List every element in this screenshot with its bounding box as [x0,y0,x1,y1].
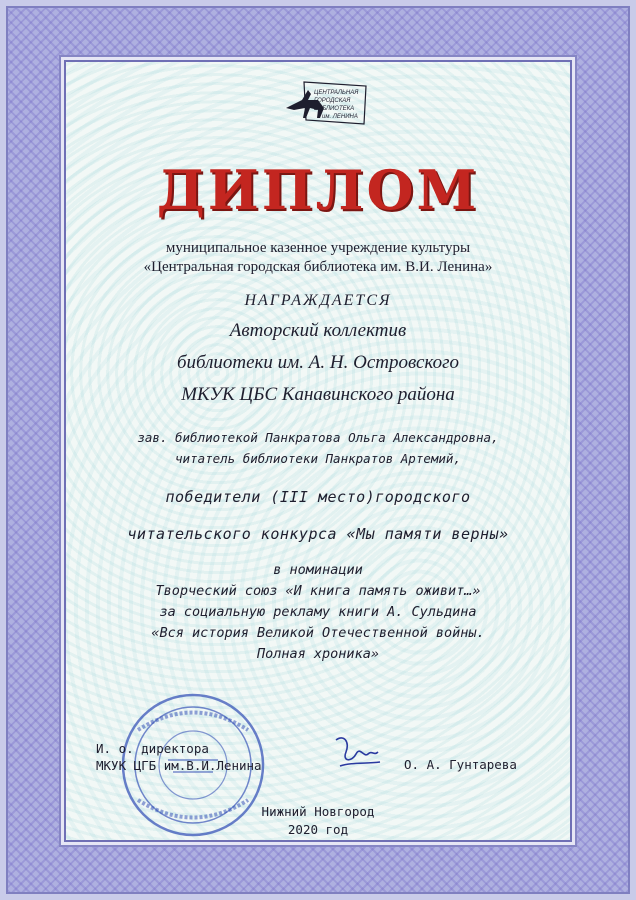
organization-line-1: муниципальное казенное учреждение культуры [165,240,471,256]
signatory-position-line-1: И. о. директора [96,741,209,756]
nomination-line-2: Творческий союз «И книга память оживит…» [155,583,481,599]
handwritten-signature [330,732,386,776]
signatory-position [96,740,262,774]
nomination-line-3: за социальную рекламу книги А. Сульдина [159,604,477,620]
library-logo [284,78,368,128]
logo-text-1: ЦЕНТРАЛЬНАЯ [314,90,359,96]
nomination-line-1: в номинации [273,562,363,578]
members-line-2: читатель библиотеки Панкратов Артемий, [175,451,461,466]
signatory-name: О. А. Гунтарева [404,757,517,772]
logo-text-2: ГОРОДСКАЯ [314,98,351,104]
logo-text-3: БИБЛИОТЕКА [314,106,355,112]
members-line-1: зав. библиотекой Панкратова Ольга Александровна, [137,430,499,445]
award-label: НАГРАЖДАЕТСЯ [244,292,392,309]
result-line-1: победители (III место)городского [165,488,471,506]
signatory-position-line-2: МКУК ЦГБ им.В.И.Ленина [96,758,262,773]
organization-line-2: «Центральная городская библиотека им. В.И. Ленина» [143,259,493,275]
recipient-line-2: библиотеки им. А. Н. Островского [176,352,460,373]
recipient-line-3: МКУК ЦБС Канавинского района [181,384,455,405]
logo-text-4: им. ЛЕНИНА [322,114,358,120]
nomination-line-4: «Вся история Великой Отечественной войны. [151,625,485,641]
recipient-line-1: Авторский коллектив [229,320,407,341]
nomination-line-5: Полная хроника» [257,646,379,662]
footer-year: 2020 год [287,822,349,837]
footer-city: Нижний Новгород [261,804,375,819]
diploma-title: ДИПЛОМ [156,158,480,222]
result-line-2: читательского конкурса «Мы памяти верны» [127,525,509,543]
